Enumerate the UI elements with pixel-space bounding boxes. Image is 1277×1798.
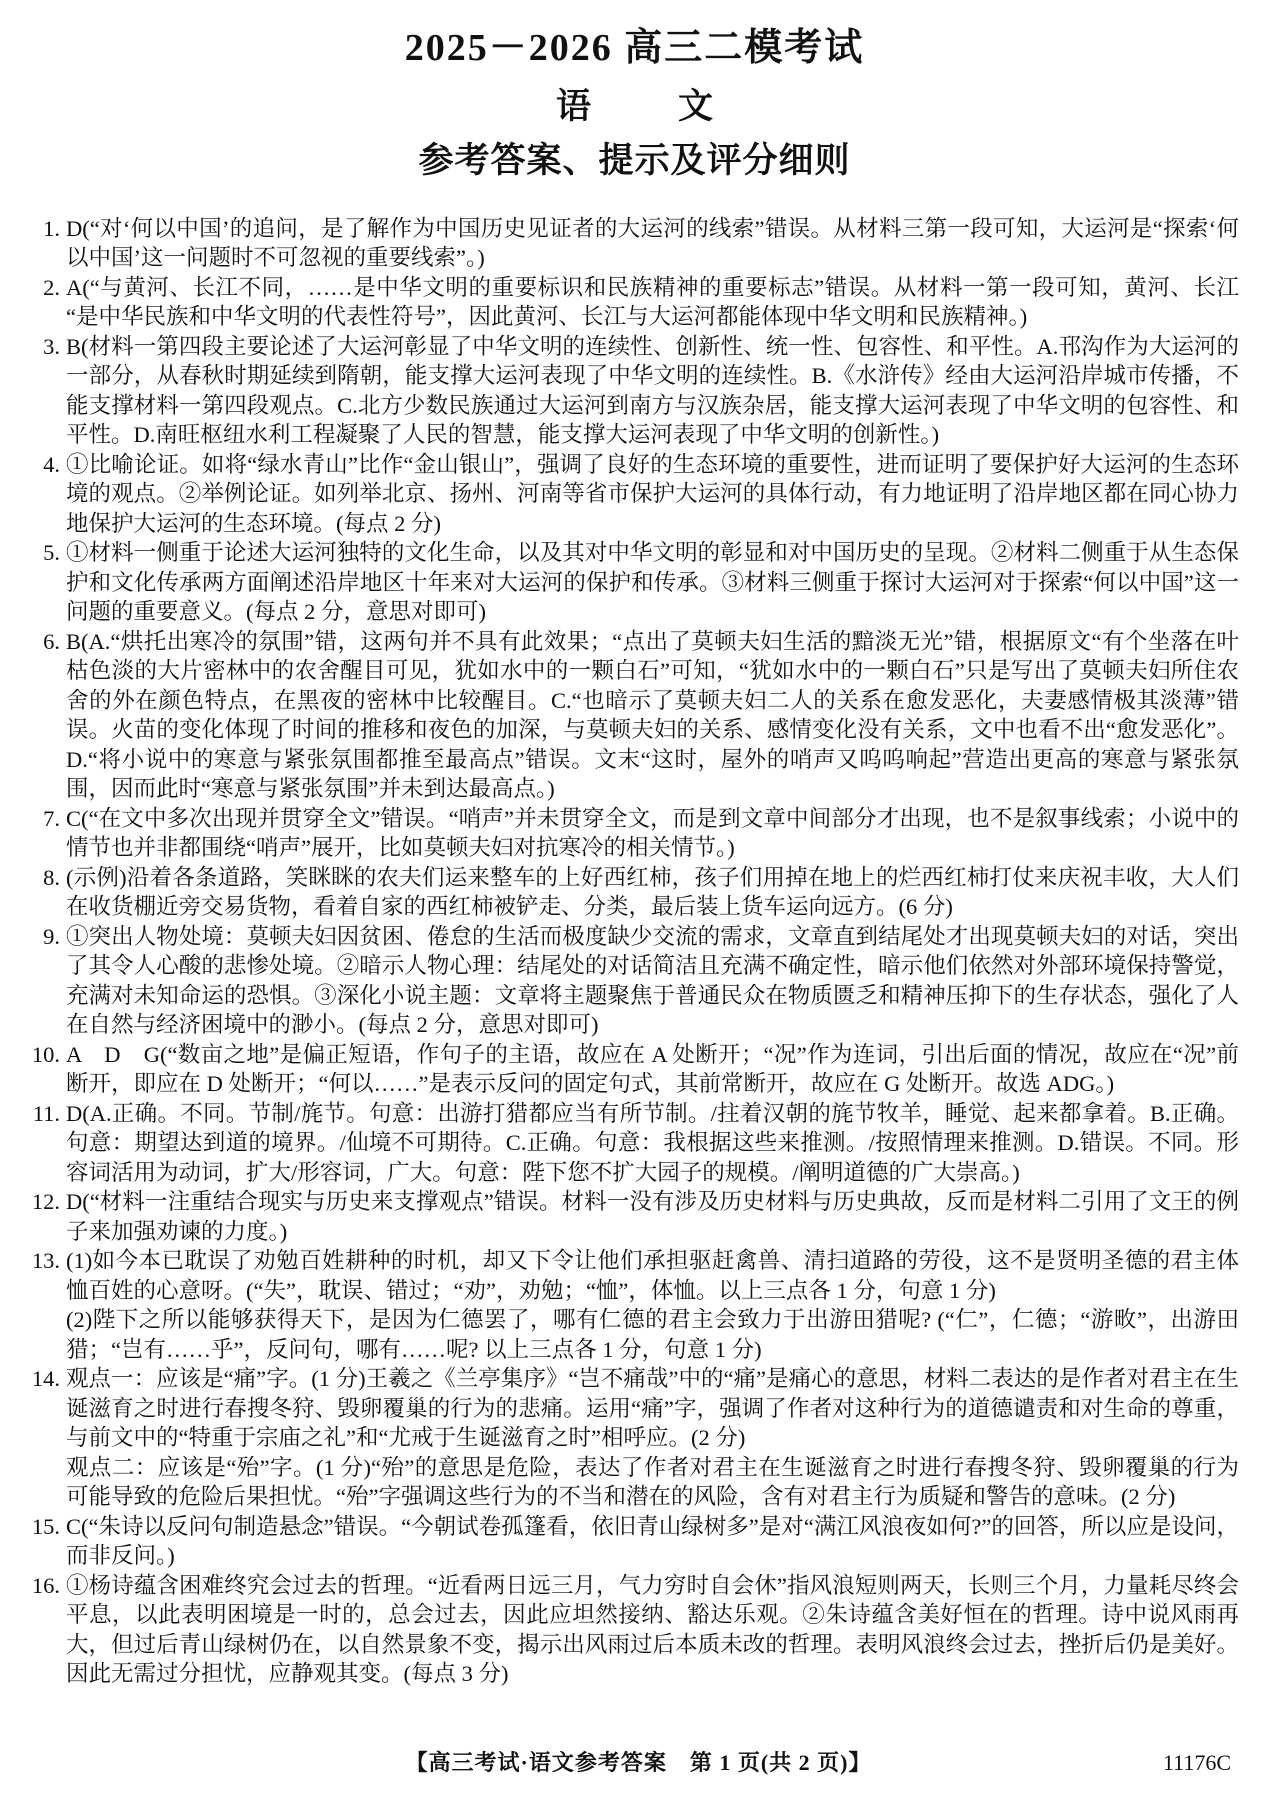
- answer-item: [30, 538, 1239, 627]
- answer-body: [66, 804, 1239, 863]
- answer-paragraph: ①突出人物处境：莫顿夫妇因贫困、倦怠的生活而极度缺少交流的需求，文章直到结尾处才出现莫顿夫妇的对话，突出了其令人心酸的悲惨处境。②暗示人物心理：结尾处的对话简洁且充满不确定性，暗示他们依然对外部环境保持警觉，充满对未知命运的恐惧。③深化小说主题：文章将主题聚焦于普通民众在物质匮乏和精神压抑下的生存状态，强化了人在自然与经济困境中的渺小。(每点 2 分，意思对即可): [66, 923, 1239, 1038]
- answer-paragraph: D(“对‘何以中国’的追问，是了解作为中国历史见证者的大运河的线索”错误。从材料三第一段可知，大运河是“探索‘何以中国’这一问题时不可忽视的重要线索”。): [66, 215, 1239, 271]
- answer-number: 3.: [43, 333, 60, 359]
- answer-paragraph: ①杨诗蕴含困难终究会过去的哲理。“近看两日远三月，气力穷时自会休”指风浪短则两天，长则三个月，力量耗尽终会平息，以此表明困境是一时的，总会过去，因此应坦然接纳、豁达乐观。②朱诗蕴含美好恒在的哲理。诗中说风雨再大，但过后青山绿树仍在，以自然景象不变，揭示出风雨过后本质未改的哲理。表明风浪终会过去，挫折后仍是美好。因此无需过分担忧，应静观其变。(每点 3 分): [66, 1572, 1239, 1687]
- answer-number: 16.: [31, 1572, 60, 1598]
- answer-item: [30, 1246, 1239, 1364]
- answer-number: 14.: [31, 1366, 60, 1392]
- answer-paragraph: (1)如今本已耽误了劝勉百姓耕种的时机，却又下令让他们承担驱赶禽兽、清扫道路的劳役，这不是贤明圣德的君主体恤百姓的心意呀。(“失”，耽误、错过；“劝”，劝勉；“恤”，体恤。以上三点各 1 分，句意 1 分): [66, 1248, 1239, 1303]
- answer-number: 1.: [43, 215, 60, 241]
- answer-body: [66, 332, 1239, 450]
- answer-item: [30, 1571, 1239, 1689]
- answer-number: 8.: [43, 864, 60, 890]
- answer-number: 5.: [43, 540, 60, 566]
- answer-item: [30, 804, 1239, 863]
- page-footer: [0, 1750, 1277, 1776]
- answer-number: 6.: [43, 628, 60, 654]
- answer-paragraph: B(材料一第四段主要论述了大运河彰显了中华文明的连续性、创新性、统一性、包容性、和平性。A.邗沟作为大运河的一部分，从春秋时期延续到隋朝，能支撑大运河表现了中华文明的连续性。B.《水浒传》经由大运河沿岸城市传播，不能支撑材料一第四段观点。C.北方少数民族通过大运河到南方与汉族杂居，能支撑大运河表现了中华文明的包容性、和平性。D.南旺枢纽水利工程凝聚了人民的智慧，能支撑大运河表现了中华文明的创新性。): [66, 333, 1239, 448]
- answer-body: [66, 1364, 1239, 1512]
- answer-item: [30, 214, 1239, 273]
- answer-number: 4.: [43, 451, 60, 477]
- answer-paragraph: D(“材料一注重结合现实与历史来支撑观点”错误。材料一没有涉及历史材料与历史典故，反而是材料二引用了文王的例子来加强劝谏的力度。): [66, 1189, 1239, 1244]
- answer-body: [66, 273, 1239, 332]
- answer-item: [30, 273, 1239, 332]
- answer-number: 2.: [43, 274, 60, 300]
- answer-item: [30, 1512, 1239, 1571]
- answer-number: 13.: [31, 1248, 60, 1274]
- subject-title: 语 文: [555, 86, 739, 126]
- answer-paragraph: 观点一：应该是“痛”字。(1 分)王羲之《兰亭集序》“岂不痛哉”中的“痛”是痛心的意思，材料二表达的是作者对君主在生诞滋育之时进行春搜冬狩、毁卵覆巢的行为的悲痛。运用“痛”字，强调了作者对这种行为的道德谴责和对生命的尊重，与前文中的“特重于宗庙之礼”和“尤戒于生诞滋育之时”相呼应。(2 分): [66, 1366, 1239, 1451]
- answer-list: [30, 214, 1239, 1689]
- answer-body: [66, 1512, 1239, 1571]
- answer-paragraph: A D G(“数亩之地”是偏正短语，作句子的主语，故应在 A 处断开；“况”作为连词，引出后面的情况，故应在“况”前断开，即应在 D 处断开；“何以……”是表示反问的固定句式，其前常断开，故应在 G 处断开。故选 ADG。): [66, 1041, 1239, 1097]
- answer-paragraph: D(A.正确。不同。节制/旄节。句意：出游打猎都应当有所节制。/拄着汉朝的旄节牧羊，睡觉、起来都拿着。B.正确。句意：期望达到道的境界。/仙境不可期待。C.正确。句意：我根据这些来推测。/按照情理来推测。D.错误。不同。形容词活用为动词，扩大/形容词，广大。句意：陛下您不扩大园子的规模。/阐明道德的广大崇高。): [66, 1100, 1239, 1185]
- answer-body: [66, 1099, 1239, 1188]
- answer-item: [30, 450, 1239, 539]
- answer-body: [66, 1246, 1239, 1364]
- answer-item: [30, 922, 1239, 1040]
- answer-body: [66, 450, 1239, 539]
- answer-body: [66, 922, 1239, 1040]
- answer-item: [30, 1040, 1239, 1099]
- answer-number: 11.: [32, 1100, 60, 1126]
- answer-body: [66, 538, 1239, 627]
- answer-paragraph: 观点二：应该是“殆”字。(1 分)“殆”的意思是危险，表达了作者对君主在生诞滋育之时进行春搜冬狩、毁卵覆巢的行为可能导致的危险后果担忧。“殆”字强调这些行为的不当和潜在的风险，含有对君主行为质疑和警告的意味。(2 分): [66, 1454, 1239, 1510]
- answer-paragraph: C(“朱诗以反问句制造悬念”错误。“今朝试卷孤篷看，依旧青山绿树多”是对“满江风浪夜如何?”的回答，所以应是设问，而非反问。): [66, 1513, 1239, 1569]
- answer-number: 12.: [31, 1189, 60, 1215]
- answer-body: [66, 1040, 1239, 1099]
- answer-item: [30, 332, 1239, 450]
- answer-item: [30, 863, 1239, 922]
- answer-number: 15.: [31, 1513, 60, 1539]
- answer-paragraph: B(A.“烘托出寒冷的氛围”错，这两句并不具有此效果；“点出了莫顿夫妇生活的黯淡无光”错，根据原文“有个坐落在叶枯色淡的大片密林中的农舍醒目可见，犹如水中的一颗白石”可知，“犹如水中的一颗白石”只是写出了莫顿夫妇所住农舍的外在颜色特点，在黑夜的密林中比较醒目。C.“也暗示了莫顿夫妇二人的关系在愈发恶化，夫妻感情极其淡薄”错误。火苗的变化体现了时间的推移和夜色的加深，与莫顿夫妇的关系、感情变化没有关系，文中也看不出“愈发恶化”。D.“将小说中的寒意与紧张氛围都推至最高点”错误。文末“这时，屋外的哨声又呜呜响起”营造出更高的寒意与紧张氛围，因而此时“寒意与紧张氛围”并未到达最高点。): [66, 628, 1239, 802]
- paper-code: 11176C: [1162, 1750, 1231, 1775]
- answer-paragraph: C(“在文中多次出现并贯穿全文”错误。“哨声”并未贯穿全文，而是到文章中间部分才出现，也不是叙事线索；小说中的情节也并非都围绕“哨声”展开，比如莫顿夫妇对抗寒冷的相关情节。): [66, 805, 1239, 861]
- exam-title: 2025－2026 高三二模考试: [404, 27, 865, 69]
- answer-number: 7.: [43, 805, 60, 831]
- answer-paragraph: ①比喻论证。如将“绿水青山”比作“金山银山”，强调了良好的生态环境的重要性，进而证明了要保护好大运河的生态环境的观点。②举例论证。如列举北京、扬州、河南等省市保护大运河的具体行动，有力地证明了沿岸地区都在同心协力地保护大运河的生态环境。(每点 2 分): [66, 451, 1239, 536]
- answer-body: [66, 863, 1239, 922]
- answer-item: [30, 627, 1239, 804]
- answer-paragraph: ①材料一侧重于论述大运河独特的文化生命，以及其对中华文明的彰显和对中国历史的呈现。②材料二侧重于从生态保护和文化传承两方面阐述沿岸地区十年来对大运河的保护和传承。③材料三侧重于探讨大运河对于探索“何以中国”这一问题的重要意义。(每点 2 分，意思对即可): [66, 540, 1239, 625]
- answer-body: [66, 627, 1239, 804]
- footer-caption: 【高三考试·语文参考答案 第 1 页(共 2 页)】: [405, 1750, 872, 1775]
- answer-paragraph: (示例)沿着各条道路，笑眯眯的农夫们运来整车的上好西红柿，孩子们用掉在地上的烂西红柿打仗来庆祝丰收，大人们在收货棚近旁交易货物，看着自家的西红柿被铲走、分类，最后装上货车运向远方。(6 分): [66, 864, 1239, 920]
- answer-body: [66, 1187, 1239, 1246]
- answer-paragraph: (2)陛下之所以能够获得天下，是因为仁德罢了，哪有仁德的君主会致力于出游田猎呢? (“仁”，仁德；“游畋”，出游田猎；“岂有……乎”，反问句，哪有……呢? 以上三点各 1 分，句意 1 分): [66, 1307, 1239, 1362]
- answer-number: 9.: [43, 923, 60, 949]
- answer-number: 10.: [31, 1041, 60, 1067]
- answer-key-title: 参考答案、提示及评分细则: [418, 140, 851, 180]
- header: [30, 26, 1239, 182]
- answer-paragraph: A(“与黄河、长江不同，……是中华文明的重要标识和民族精神的重要标志”错误。从材料一第一段可知，黄河、长江“是中华民族和中华文明的代表性符号”，因此黄河、长江与大运河都能体现中华文明和民族精神。): [66, 274, 1239, 330]
- answer-body: [66, 214, 1239, 273]
- answer-item: [30, 1364, 1239, 1512]
- answer-item: [30, 1187, 1239, 1246]
- answer-body: [66, 1571, 1239, 1689]
- answer-item: [30, 1099, 1239, 1188]
